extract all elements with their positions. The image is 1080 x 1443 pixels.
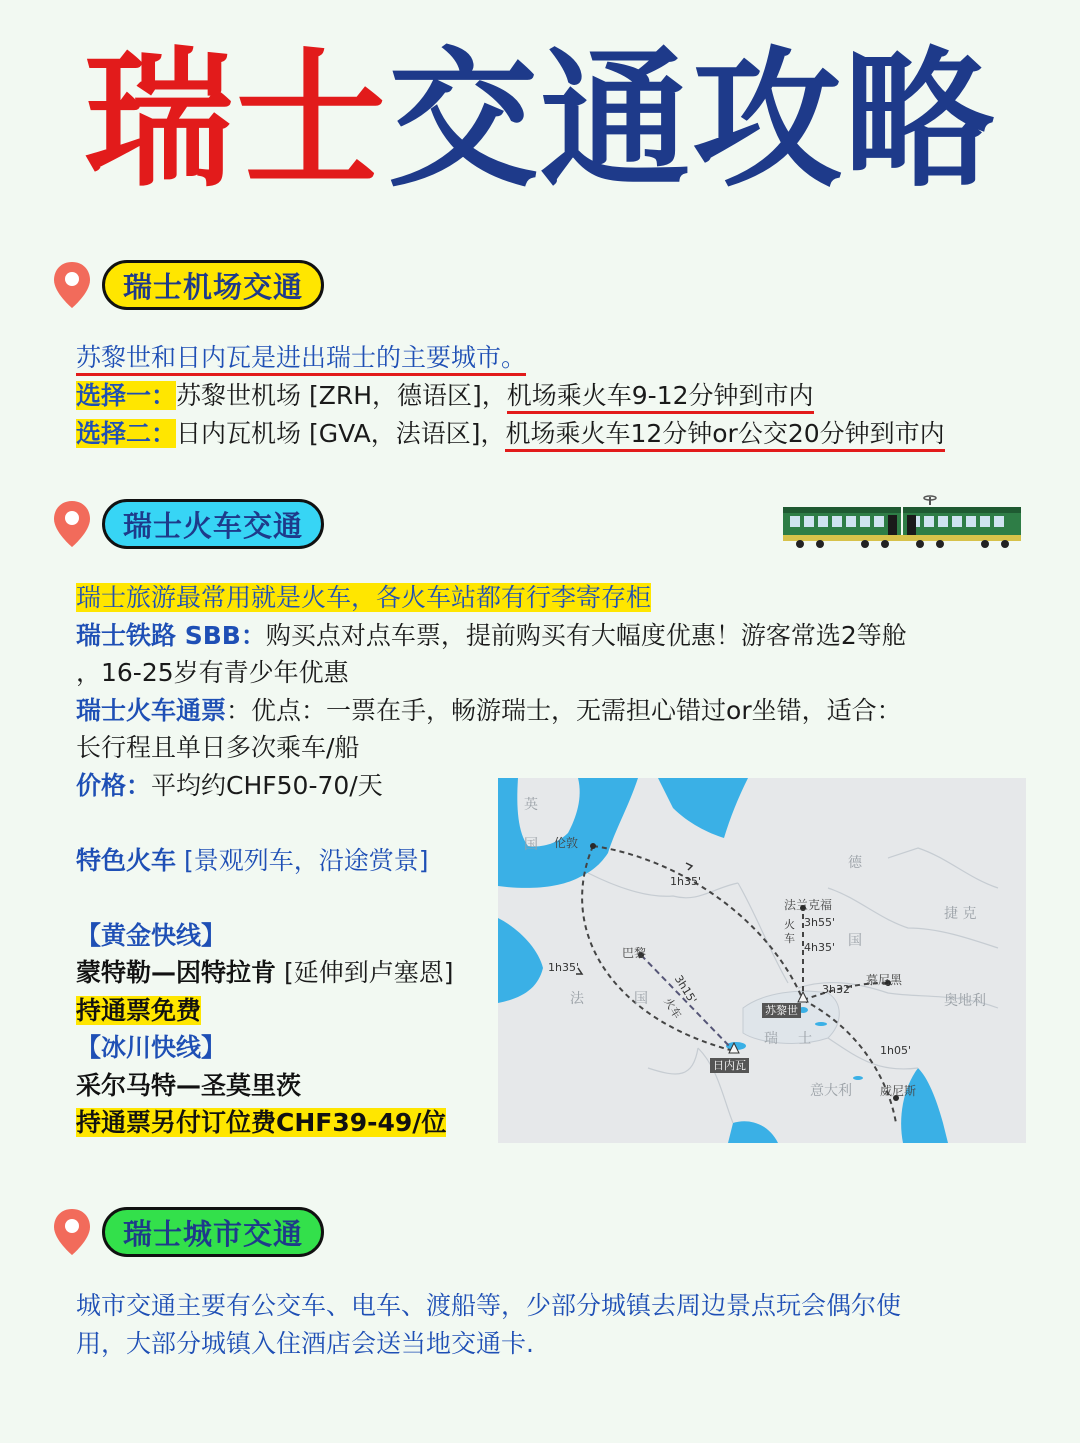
train-pass-2: 长行程且单日多次乘车/船 bbox=[76, 733, 360, 762]
glacier-express-title: 【冰川快线】 bbox=[76, 1033, 227, 1062]
route-map bbox=[498, 778, 1026, 1143]
location-pin-icon bbox=[52, 499, 92, 549]
train-sbb: 瑞士铁路 SBB：购买点对点车票，提前购买有大幅度优惠！游客常选2等舱 bbox=[76, 621, 907, 650]
city-london: 伦敦 bbox=[554, 836, 579, 850]
section-heading-airport: 瑞士机场交通 bbox=[102, 260, 324, 310]
city-geneva: 日内瓦 bbox=[710, 1058, 749, 1073]
special-train: 特色火车 [景观列车，沿途赏景] bbox=[76, 846, 429, 875]
page-title bbox=[0, 36, 1080, 206]
map-country: 国 bbox=[524, 837, 538, 853]
route-label: 1h05' bbox=[880, 1044, 911, 1057]
city-munich: 慕尼黑 bbox=[866, 973, 903, 987]
city-transport-text-2: 用，大部分城镇入住酒店会送当地交通卡. bbox=[76, 1329, 534, 1358]
city-frankfurt: 法兰克福 bbox=[784, 898, 833, 912]
route-label: 火车 bbox=[661, 995, 684, 1022]
route-label: 火 bbox=[784, 918, 795, 931]
map-country: 国 bbox=[848, 933, 862, 949]
map-country: 奥地利 bbox=[944, 993, 986, 1009]
route-label: 1h35' bbox=[670, 875, 701, 888]
train-pass: 瑞士火车通票：优点：一票在手，畅游瑞士，无需担心错过or坐错，适合： bbox=[76, 696, 902, 725]
city-transport-text-1: 城市交通主要有公交车、电车、渡船等，少部分城镇去周边景点玩会偶尔使 bbox=[76, 1291, 902, 1320]
title-blue: 交通攻略 bbox=[388, 34, 997, 208]
golden-pass-note: 持通票免费 bbox=[76, 996, 202, 1025]
train-highlight: 瑞士旅游最常用就是火车，各火车站都有行李寄存柜 bbox=[76, 583, 652, 612]
title-red: 瑞士 bbox=[83, 34, 388, 208]
route-label: 4h35' bbox=[804, 941, 835, 954]
map-country: 国 bbox=[634, 991, 648, 1007]
route-label: 3h55' bbox=[804, 916, 835, 929]
airport-option-2: 选择二：日内瓦机场 [GVA，法语区]，机场乘火车12分钟or公交20分钟到市内 bbox=[76, 416, 945, 452]
train-sbb-2: ，16-25岁有青少年优惠 bbox=[76, 658, 349, 687]
train-price: 价格：平均约CHF50-70/天 bbox=[76, 771, 383, 800]
section-heading-train: 瑞士火车交通 bbox=[102, 499, 324, 549]
map-country: 德 bbox=[848, 855, 862, 871]
airport-option-1: 选择一：苏黎世机场 [ZRH，德语区]，机场乘火车9-12分钟到市内 bbox=[76, 378, 814, 414]
city-venice: 威尼斯 bbox=[880, 1084, 917, 1098]
location-pin-icon bbox=[52, 1207, 92, 1257]
map-country: 法 bbox=[570, 991, 584, 1007]
golden-pass-route: 蒙特勒—因特拉肯 [延伸到卢塞恩] bbox=[76, 958, 454, 987]
section-heading-city: 瑞士城市交通 bbox=[102, 1207, 324, 1257]
map-country: 捷 克 bbox=[944, 906, 977, 922]
train-icon bbox=[780, 495, 1025, 550]
route-label: 车 bbox=[784, 932, 795, 945]
map-country: 意大利 bbox=[810, 1083, 852, 1099]
map-country: 士 bbox=[798, 1031, 812, 1047]
map-country: 英 bbox=[524, 797, 538, 813]
glacier-express-route: 采尔马特—圣莫里茨 bbox=[76, 1071, 302, 1100]
airport-intro: 苏黎世和日内瓦是进出瑞士的主要城市。 bbox=[76, 340, 526, 376]
route-label: 1h35' bbox=[548, 961, 579, 974]
city-zurich: 苏黎世 bbox=[762, 1003, 801, 1018]
city-paris: 巴黎 bbox=[622, 946, 647, 960]
route-label: 3h15' bbox=[671, 972, 700, 1007]
location-pin-icon bbox=[52, 260, 92, 310]
map-country: 瑞 bbox=[764, 1031, 778, 1047]
glacier-express-note: 持通票另付订位费CHF39-49/位 bbox=[76, 1108, 447, 1137]
golden-pass-title: 【黄金快线】 bbox=[76, 921, 227, 950]
route-label: 3h32' bbox=[822, 983, 853, 996]
